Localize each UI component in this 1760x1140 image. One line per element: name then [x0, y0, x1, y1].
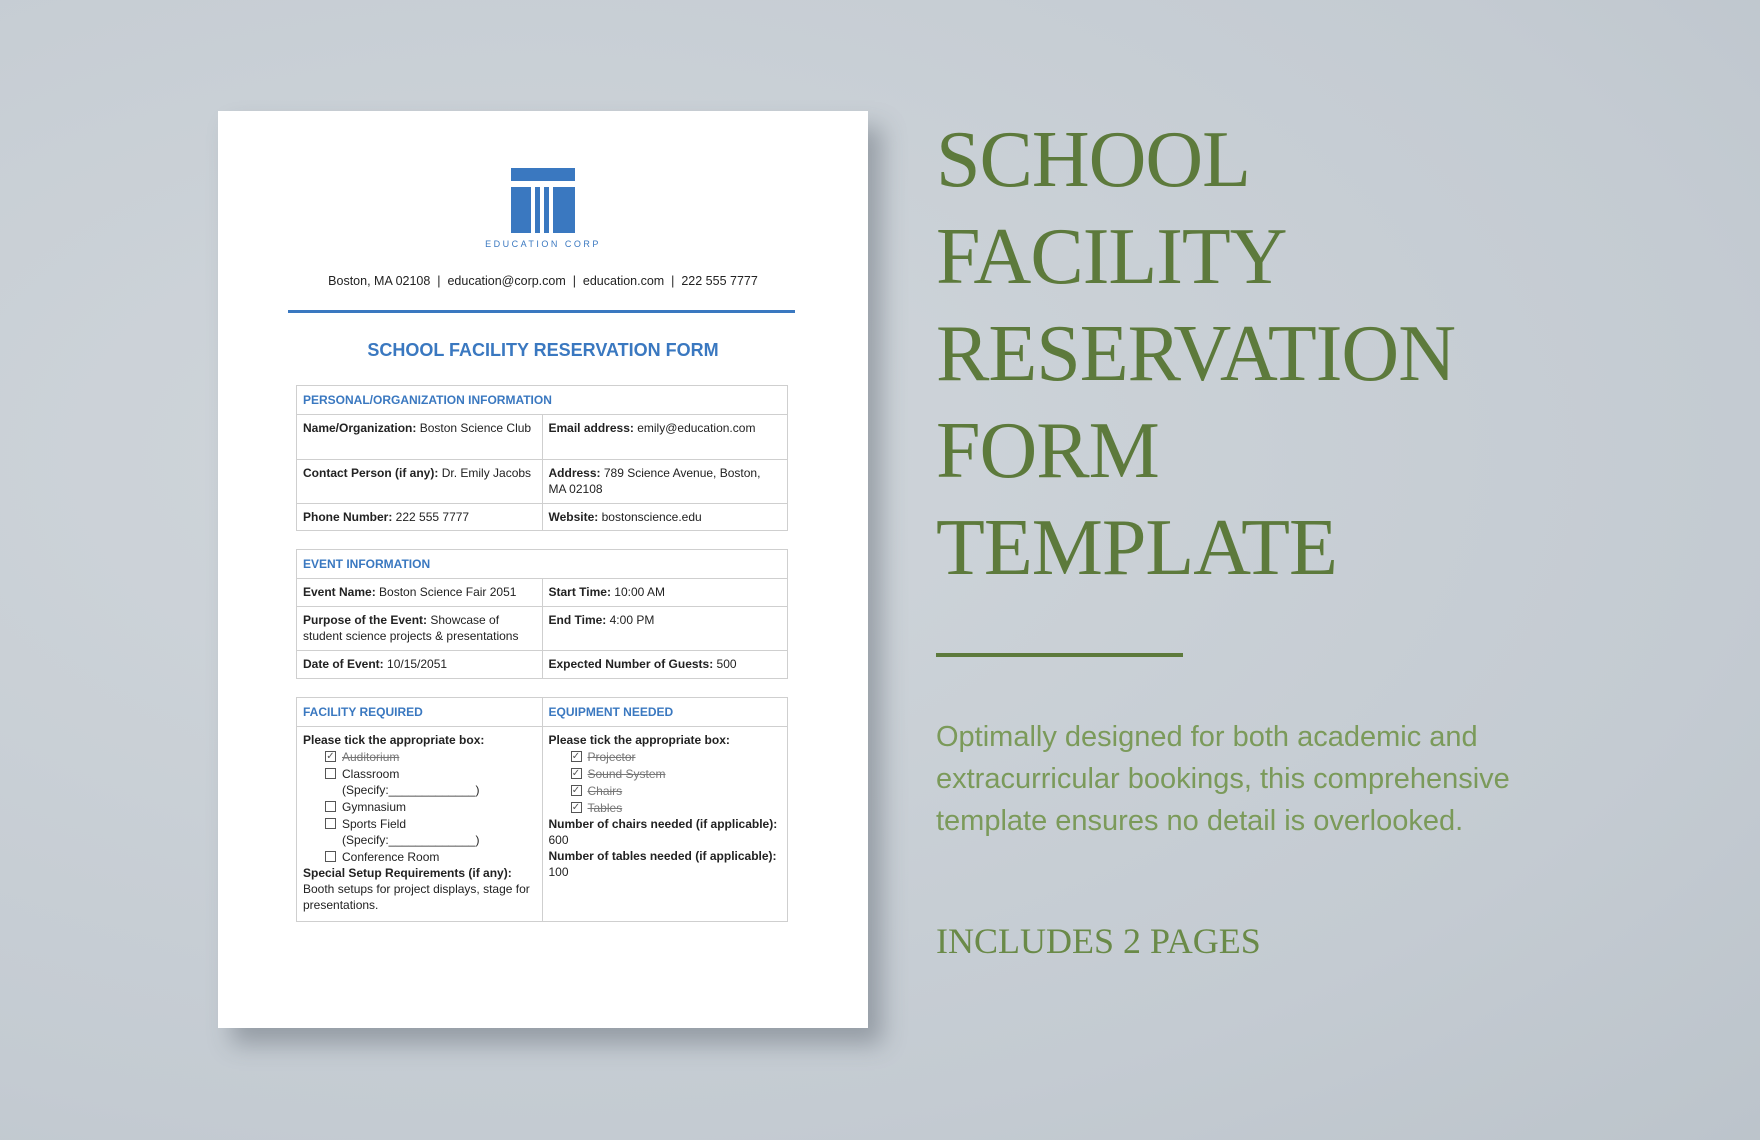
checkbox-icon[interactable]: [325, 851, 336, 862]
field-cell: Address: 789 Science Avenue, Boston, MA 02108: [542, 460, 788, 504]
section-heading: FACILITY REQUIRED: [297, 698, 543, 727]
facility-option[interactable]: Classroom: [303, 765, 536, 782]
section-heading: EVENT INFORMATION: [297, 550, 788, 579]
education-corp-logo-icon: [511, 168, 575, 233]
checkbox-icon[interactable]: [325, 801, 336, 812]
checkbox-icon[interactable]: [325, 768, 336, 779]
brand-name: EDUCATION CORP: [485, 239, 601, 249]
facility-option[interactable]: ✓ Auditorium: [326, 749, 400, 764]
section-heading: PERSONAL/ORGANIZATION INFORMATION: [297, 386, 788, 415]
personal-info-table: [296, 385, 788, 531]
field-cell: Event Name: Boston Science Fair 2051: [297, 579, 543, 607]
field-cell: End Time: 4:00 PM: [542, 607, 788, 651]
contact-line: Boston, MA 02108 | education@corp.com | education.com | 222 555 7777: [328, 274, 758, 288]
field-cell: Start Time: 10:00 AM: [542, 579, 788, 607]
field-cell: Expected Number of Guests: 500: [542, 651, 788, 679]
field-cell: Date of Event: 10/15/2051: [297, 651, 543, 679]
specify-field: (Specify:_____________): [342, 833, 480, 847]
form-document-preview: [218, 111, 868, 1028]
facility-equipment-table: [296, 697, 788, 922]
event-info-table: [296, 549, 788, 679]
field-cell: Email address: emily@education.com: [542, 415, 788, 460]
checkbox-icon[interactable]: [325, 818, 336, 829]
header-rule: [288, 310, 795, 313]
field-cell: Contact Person (if any): Dr. Emily Jacobs: [297, 460, 543, 504]
form-title: SCHOOL FACILITY RESERVATION FORM: [367, 340, 719, 360]
checked-checkbox-icon[interactable]: ✓: [571, 751, 581, 762]
promo-title: SCHOOL FACILITY RESERVATION FORM TEMPLATE: [936, 116, 1455, 592]
facility-option[interactable]: Conference Room: [303, 848, 536, 865]
equipment-option[interactable]: ✓ Tables: [571, 800, 623, 815]
facility-option[interactable]: Sports Field: [303, 815, 536, 832]
equipment-cell: Please tick the appropriate box: ✓ Projector ✓ Sound System ✓ Chairs ✓ Tables Number of chairs needed (if applicable): 600 Number of tables needed (if applicable): 100: [542, 727, 788, 922]
section-heading: EQUIPMENT NEEDED: [542, 698, 788, 727]
specify-field: (Specify:_____________): [342, 783, 480, 797]
equipment-option[interactable]: ✓ Projector: [571, 749, 636, 764]
checked-checkbox-icon[interactable]: ✓: [571, 768, 581, 779]
equipment-option[interactable]: ✓ Sound System: [571, 766, 666, 781]
checked-checkbox-icon[interactable]: ✓: [571, 802, 581, 813]
field-cell: Phone Number: 222 555 7777: [297, 504, 543, 531]
facility-option[interactable]: Gymnasium: [303, 798, 536, 815]
checked-checkbox-icon[interactable]: ✓: [571, 785, 581, 796]
field-cell: Website: bostonscience.edu: [542, 504, 788, 531]
field-cell: Name/Organization: Boston Science Club: [297, 415, 543, 460]
facility-cell: Please tick the appropriate box: ✓ Auditorium Classroom (Specify:_____________) Gymnasium Sports Field (Specify:_____________) Conference Room Special Setup Requirements (if any): Booth setups for project displays, stage for presentations.: [297, 727, 543, 922]
checked-checkbox-icon[interactable]: ✓: [326, 751, 335, 762]
page-count: INCLUDES 2 PAGES: [936, 921, 1261, 961]
promo-description: Optimally designed for both academic and extracurricular bookings, this comprehensive template ensures no detail is overlooked.: [936, 721, 1510, 837]
promo-divider: [936, 653, 1183, 657]
equipment-option[interactable]: ✓ Chairs: [571, 783, 623, 798]
field-cell: Purpose of the Event: Showcase of student science projects & presentations: [297, 607, 543, 651]
